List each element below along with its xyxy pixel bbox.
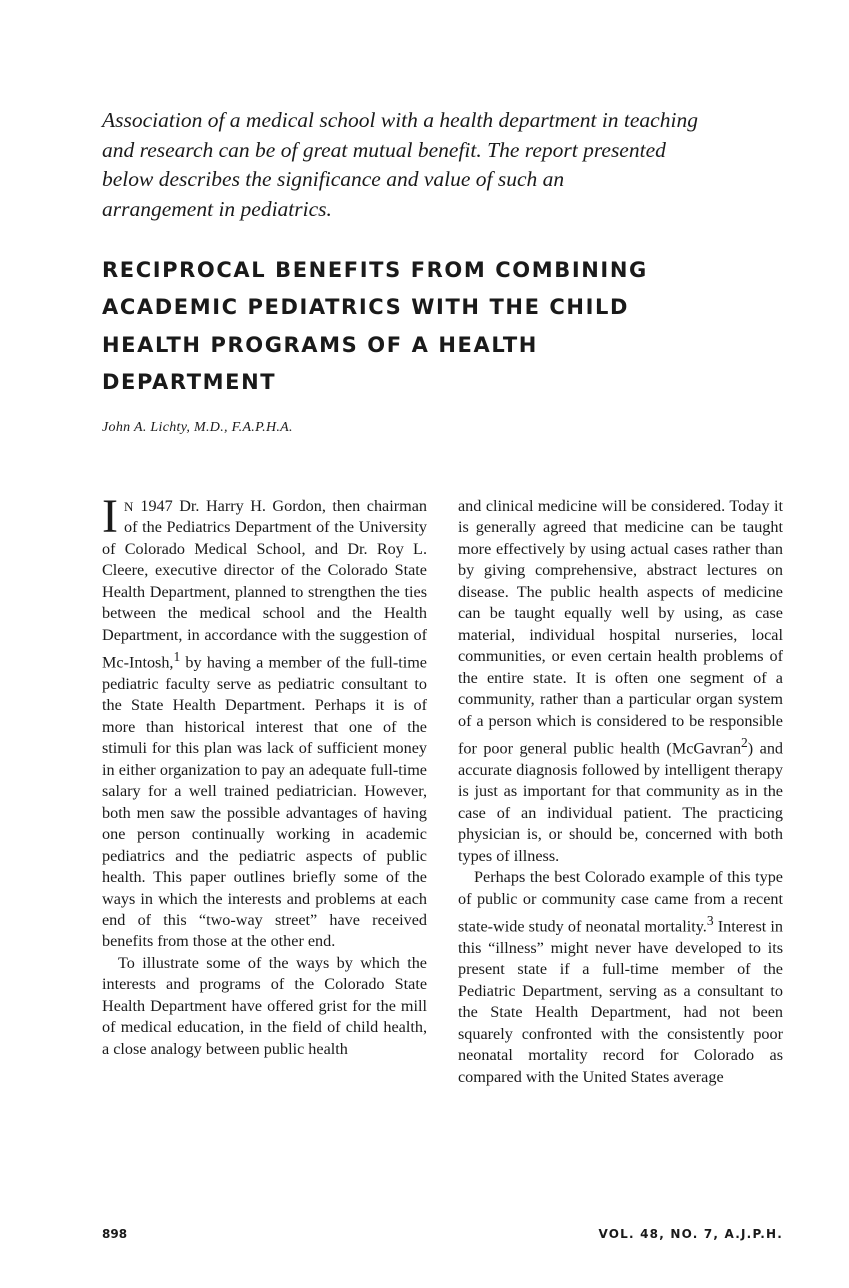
paragraph-text: by having a member of the full-time pediatric faculty serve as pediatric consultant to the State Health Department. Perhaps it is of more than historical interest that one of the stimuli for this plan was lack of sufficient money in either organization to pay an adequate full-time salary for a well trained pediatrician. However, both men saw the possible advantages of having one person continually working in academic pediatrics and the pediatric aspects of public health. This paper outlines briefly some of the ways in which the interests and problems at each end of this “two-way street” have received benefits from those at the other end. bbox=[102, 653, 427, 951]
article-title bbox=[102, 252, 662, 401]
body-column-right bbox=[458, 496, 783, 1088]
footnote-ref: 1 bbox=[173, 649, 181, 665]
intro-line: Association of a medical school with a health department in teaching bbox=[102, 108, 698, 132]
drop-cap: I bbox=[102, 490, 118, 543]
title-line: HEALTH PROGRAMS OF A HEALTH bbox=[102, 332, 538, 357]
page-number: 898 bbox=[102, 1227, 128, 1241]
paragraph-text: ) and accurate diagnosis followed by intelligent therapy is just as important for that community as in the case of an individual patient. The practicing physician is, or should be, concerned with both types of illness. bbox=[458, 739, 784, 865]
intro-line: arrangement in pediatrics. bbox=[102, 196, 332, 221]
body-paragraph bbox=[458, 496, 783, 867]
intro-abstract bbox=[102, 106, 770, 224]
title-line: RECIPROCAL BENEFITS FROM COMBINING bbox=[102, 258, 648, 282]
footnote-ref: 3 bbox=[706, 913, 714, 928]
title-line: ACADEMIC PEDIATRICS WITH THE CHILD bbox=[102, 295, 630, 320]
body-paragraph bbox=[102, 490, 427, 953]
author-byline: John A. Lichty, M.D., F.A.P.H.A. bbox=[102, 420, 293, 435]
body-paragraph bbox=[458, 867, 783, 1088]
footnote-ref: 2 bbox=[741, 734, 748, 750]
intro-line: below describes the significance and value of such an bbox=[102, 167, 565, 192]
drop-cap-continuation: N bbox=[123, 499, 134, 514]
title-line: DEPARTMENT bbox=[102, 369, 277, 394]
body-column-left bbox=[102, 490, 427, 1060]
paragraph-text: Perhaps the best Colorado example of this type of public or community case came from a recent state-wide study of neonatal mortality. bbox=[458, 868, 783, 936]
paragraph-text: and clinical medicine will be considered. Today it is generally agreed that medicine can be taught more effectively by using actual cases rather than by giving comprehensive, abstract lectures on disease. The public health aspects of medicine can be taught equally well by using, as case material, individual hospital nurseries, local communities, or even certain health problems of the entire state. It is often one segment of a community, rather than a particular organ system of a person which is considered to be responsible for poor general public health (McGavran bbox=[458, 497, 783, 758]
body-paragraph: To illustrate some of the ways by which the interests and programs of the Colorado State Health Department have offered grist for the mill of medical education, in the field of child health, a close analogy between public health bbox=[102, 953, 427, 1058]
paragraph-text: 1947 Dr. Harry H. Gordon, then chairman of the Pediatrics Department of the University of Colorado Medical School, and Dr. Roy L. Cleere, executive director of the Colorado State Health Department, planned to strengthen the ties between the medical school and the Health Department, in accordance with the suggestion of Mc-Intosh, bbox=[102, 497, 427, 672]
journal-citation: VOL. 48, NO. 7, A.J.P.H. bbox=[598, 1227, 783, 1241]
paragraph-text: Interest in this “illness” might never have developed to its present state if a full-time member of the Pediatric Department, serving as a consultant to the State Health Department, had not been squarely confronted with the consistently poor neonatal mortality record for Colorado as compared with the United States average bbox=[458, 917, 783, 1086]
intro-line: and research can be of great mutual benefit. The report presented bbox=[102, 137, 666, 162]
